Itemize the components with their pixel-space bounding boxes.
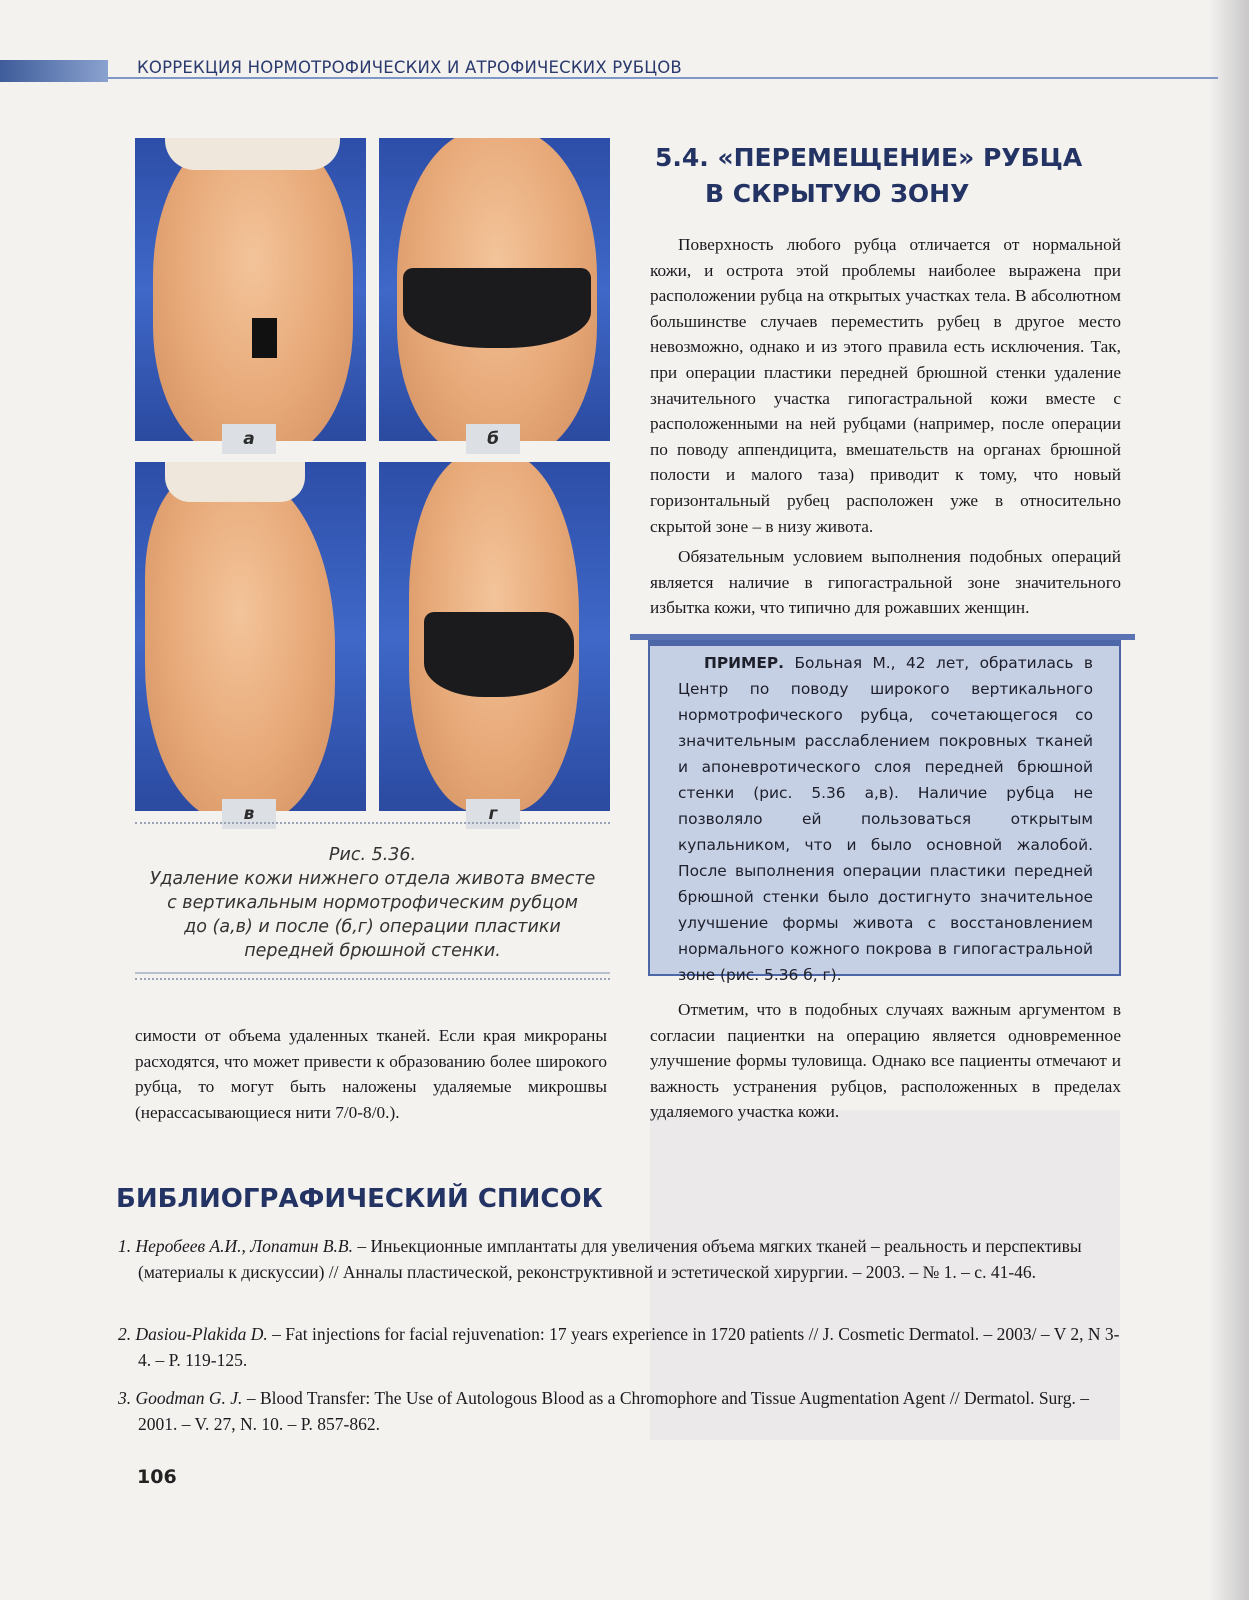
running-head: КОРРЕКЦИЯ НОРМОТРОФИЧЕСКИХ И АТРОФИЧЕСКИХ РУБЦОВ [137, 58, 682, 77]
section-title-line1: 5.4. «ПЕРЕМЕЩЕНИЕ» РУБЦА [655, 143, 1083, 172]
page-edge-shadow [1209, 0, 1249, 1600]
figure-caption [140, 843, 605, 963]
caption-rule [135, 972, 610, 974]
photo-a [135, 138, 366, 441]
photo-b [379, 138, 610, 441]
example-text [678, 650, 1093, 988]
bib-num: 2. [118, 1324, 132, 1344]
example-lead: ПРИМЕР. [704, 654, 784, 672]
example-body: Больная М., 42 лет, обратилась в Центр по поводу широкого вертикального нормотрофического рубца, сочетающегося со значительным расслаблением покровных тканей и апоневротического слоя передней брюшной стенки (рис. 5.36 а,в). Наличие рубца не позволяло ей пользоваться открытым купальником, что и было основной жалобой. После выполнения операции пластики передней брюшной стенки было достигнуто значительное улучшение формы живота с восстановлением нормального кожного покрова в гипогастральной зоне (рис. 5.36 б, г). [678, 654, 1093, 984]
header-rule [108, 77, 1218, 79]
bibliography-item-3 [118, 1385, 1123, 1437]
bibliography-title: БИБЛИОГРАФИЧЕСКИЙ СПИСОК [116, 1184, 603, 1214]
bib-authors: Неробеев А.И., Лопатин В.В. [135, 1236, 353, 1256]
photo-label-a: а [222, 424, 276, 454]
caption-line: с вертикальным нормотрофическим рубцом [167, 893, 578, 913]
photo-v [135, 462, 366, 811]
photo-g [379, 462, 610, 811]
bib-authors: Goodman G. J. [135, 1388, 243, 1408]
page-number: 106 [137, 1466, 177, 1488]
section-paragraph-3: Отметим, что в подобных случаях важным аргументом в согласии пациентки на операцию является одновременное улучшение формы туловища. Однако все пациенты отмечают и важность устранения рубцов, расположенных в пределах удаляемого участка кожи. [650, 1000, 1121, 1122]
bib-text: – Fat injections for facial rejuvenation: 17 years experience in 1720 patients // J. Cosmetic Dermatol. – 2003/ – V 2, N 3-4. – P. 119-125. [138, 1324, 1120, 1370]
caption-line: Удаление кожи нижнего отдела живота вместе [149, 869, 596, 889]
figure-rule-top [135, 822, 610, 824]
section-title [655, 140, 1082, 212]
photo-label-g: г [466, 799, 520, 829]
caption-dotted-rule [135, 978, 610, 980]
section-paragraph-1: Поверхность любого рубца отличается от нормальной кожи, и острота этой проблемы наиболее выражена при расположении рубца на открытых участках тела. В абсолютном большинстве случаев переместить рубец в другое место невозможно, однако и из этого правила есть исключения. Так, при операции пластики передней брюшной стенки удаление значительного участка гипогастральной кожи вместе с расположенными на ней рубцами (например, после операции по поводу аппендицита, вмешательств на органах брюшной полости и малого таза) приводит к тому, что новый горизонтальный рубец расположен уже в относительно скрытой зоне – в низу живота. [650, 235, 1121, 536]
bib-text: – Blood Transfer: The Use of Autologous Blood as a Chromophore and Tissue Augmentation Agent // Dermatol. Surg. – 2001. – V. 27, N. 10. – P. 857-862. [138, 1388, 1090, 1434]
bibliography-item-1 [118, 1233, 1123, 1285]
caption-line: передней брюшной стенки. [244, 941, 501, 961]
section-paragraph-2: Обязательным условием выполнения подобных операций является наличие в гипогастральной зоне значительного избытка кожи, что типично для рожавших женщин. [650, 547, 1121, 618]
bibliography-item-2 [118, 1321, 1123, 1373]
bib-num: 3. [118, 1388, 132, 1408]
left-column-paragraph: симости от объема удаленных тканей. Если края микрораны расходятся, что может привести к образованию более широкого рубца, то могут быть наложены удаляемые микрошвы (нерассасывающиеся нити 7/0-8/0.). [135, 1026, 607, 1122]
photo-label-b: б [466, 424, 520, 454]
section-title-line2: В СКРЫТУЮ ЗОНУ [705, 179, 970, 208]
caption-line: до (а,в) и после (б,г) операции пластики [184, 917, 561, 937]
bib-num: 1. [118, 1236, 132, 1256]
caption-line: Рис. 5.36. [328, 845, 417, 865]
photo-label-v: в [222, 799, 276, 829]
bib-authors: Dasiou-Plakida D. [135, 1324, 268, 1344]
header-accent-bar [0, 60, 108, 82]
bib-text: – Иньекционные имплантаты для увеличения объема мягких тканей – реальность и перспективы (материалы к дискуссии) // Анналы пластической, реконструктивной и эстетической хирургии. – 2003. – № 1. – с. 41-46. [138, 1236, 1082, 1282]
